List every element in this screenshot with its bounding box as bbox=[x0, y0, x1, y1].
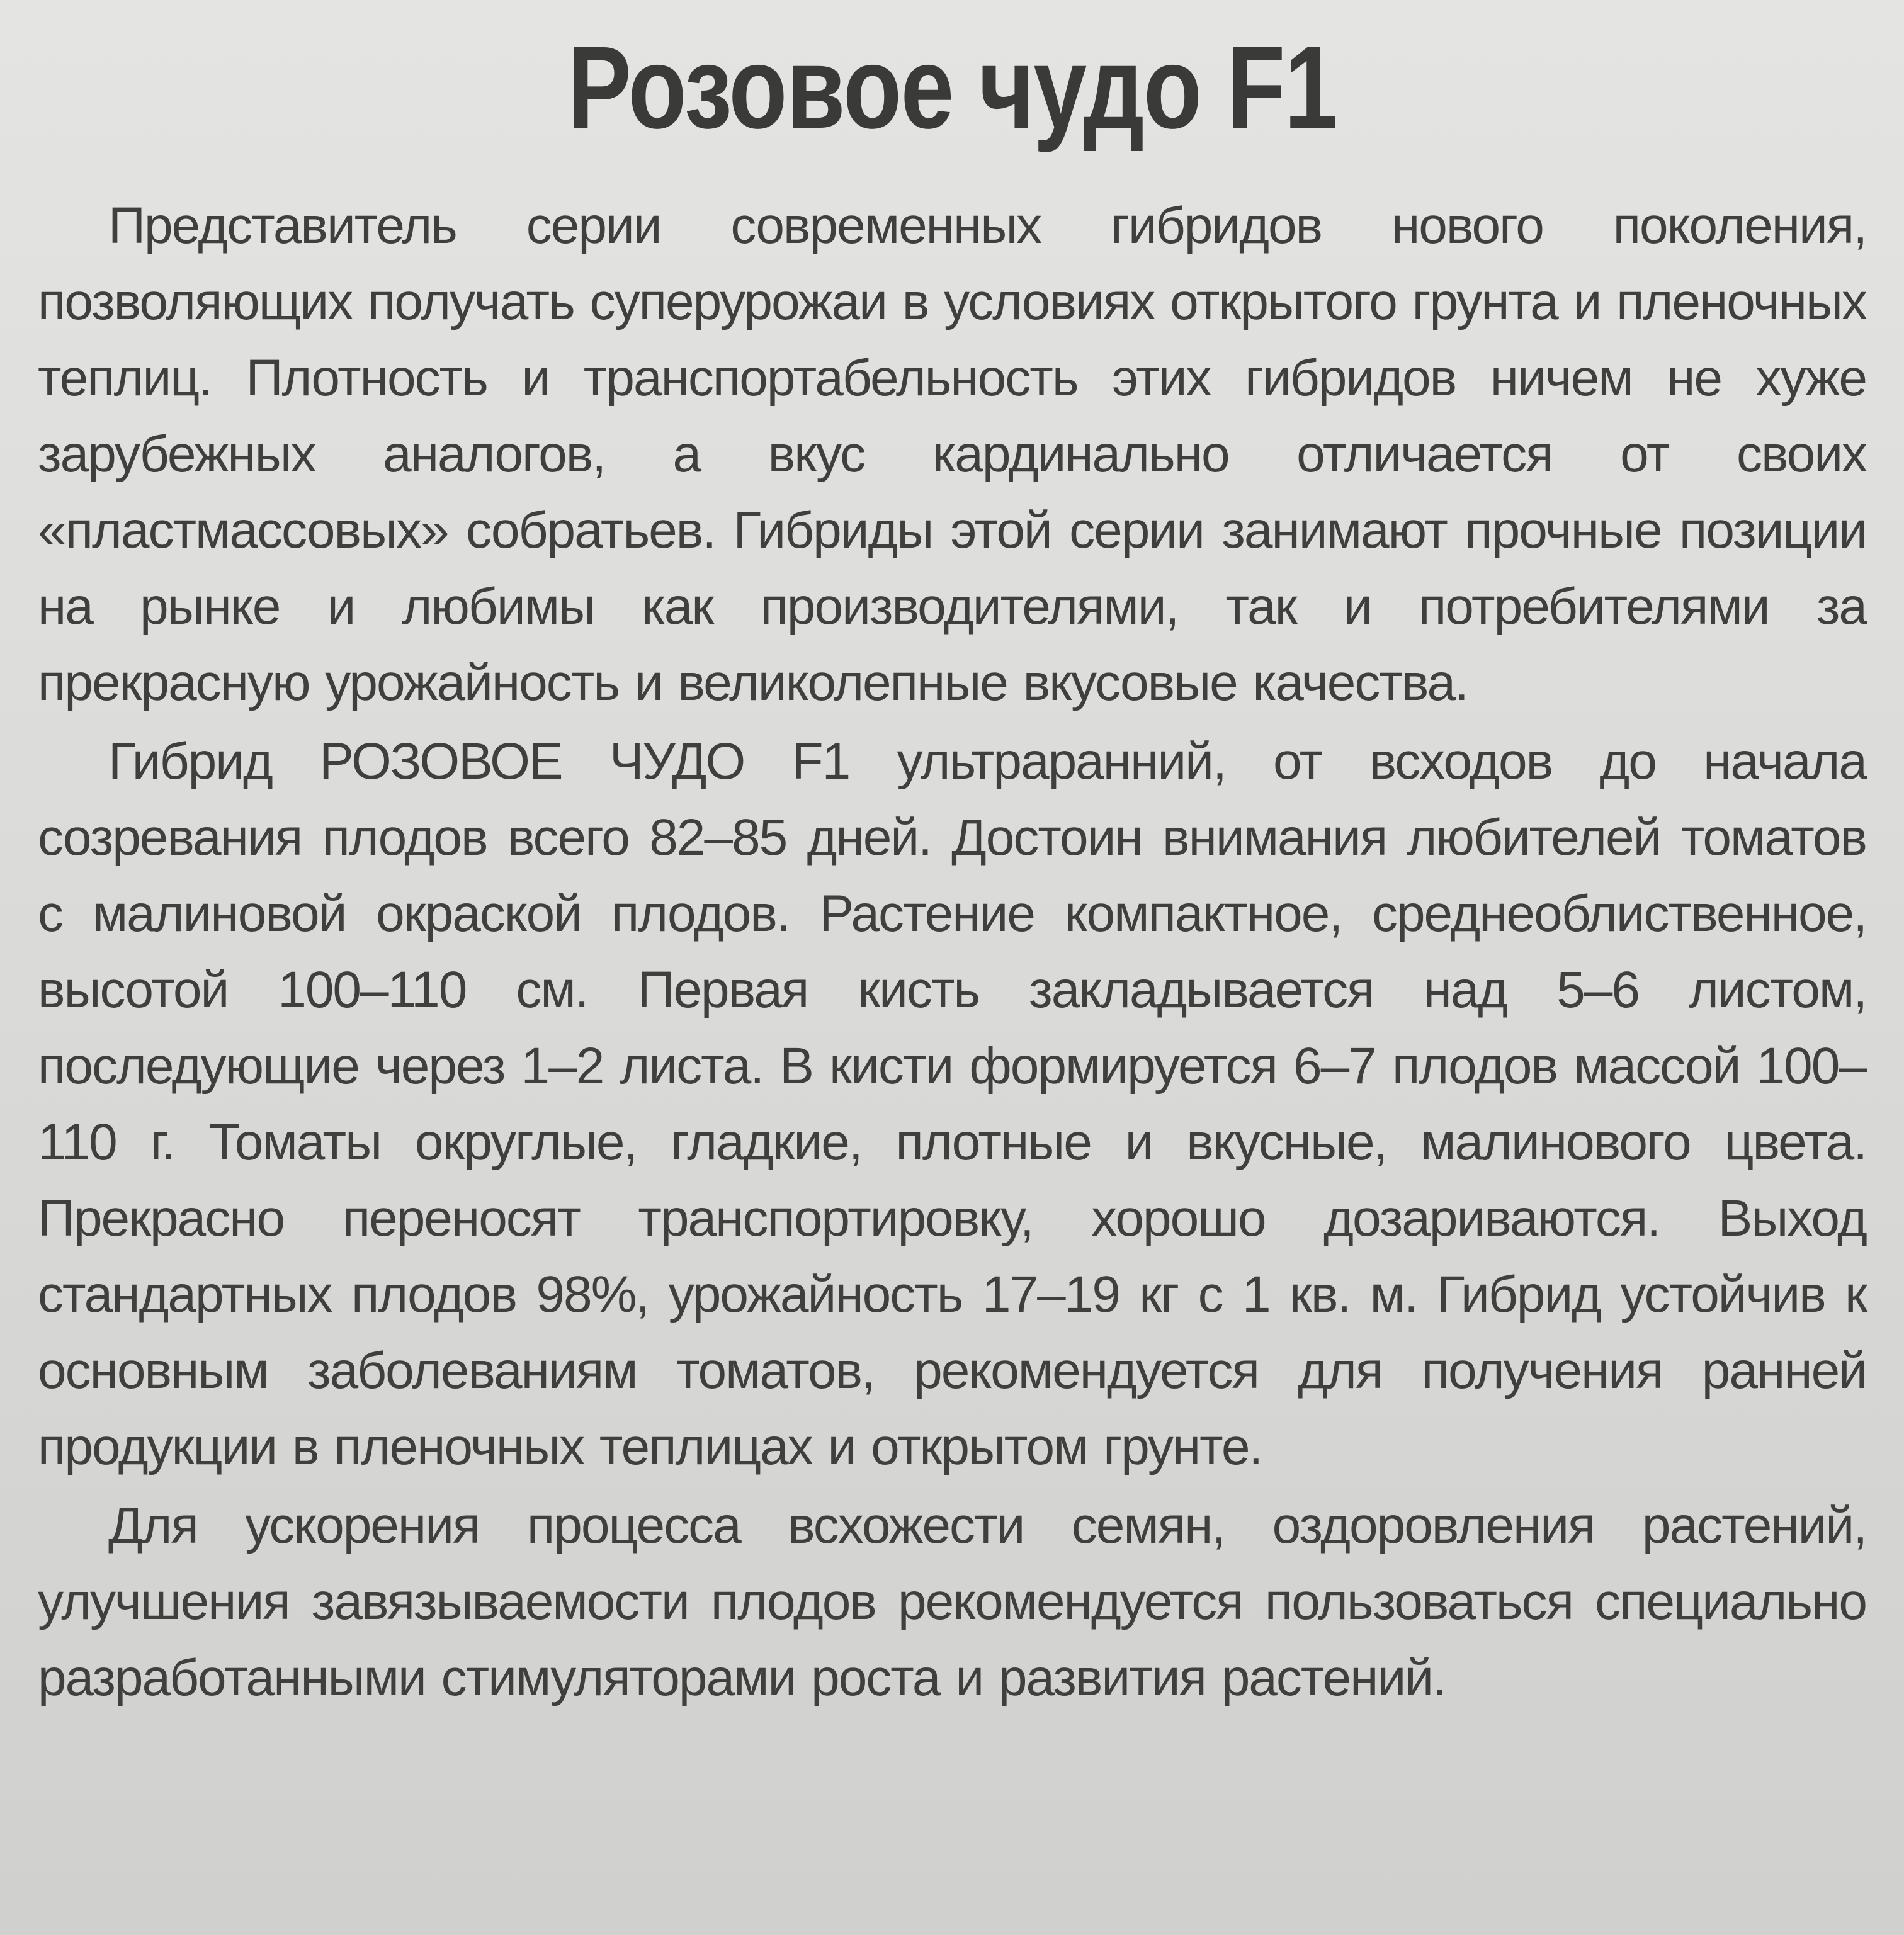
paragraph-recommendation: Для ускорения процесса всхожести семян, оздоровления растений, улучшения завязываемости плодов рекомендуется пользоваться специально разработанными стимуляторами роста и развития растений. bbox=[38, 1497, 1866, 1707]
paragraph-description: Гибрид РОЗОВОЕ ЧУДО F1 ультраранний, от всходов до начала созревания плодов всего 82–85 дней. Достоин внимания любителей томатов с малиновой окраской плодов. Растение компактное, среднеоблиственное, высотой 100–110 см. Первая кисть закладывается над 5–6 листом, последующие через 1–2 листа. В кисти формируется 6–7 плодов массой 100–110 г. Томаты округлые, гладкие, плотные и вкусные, малинового цвета. Прекрасно переносят транспортировку, хорошо дозариваются. Выход стандартных плодов 98%, урожайность 17–19 кг с 1 кв. м. Гибрид устойчив к основным заболеваниям томатов, рекомендуется для получения ранней продукции в пленочных теплицах и открытом грунте. bbox=[38, 733, 1866, 1475]
document-title: Розовое чудо F1 bbox=[567, 23, 1337, 153]
paragraph-intro: Представитель серии современных гибридов нового поколения, позволяющих получать суперурожаи в условиях открытого грунта и пленочных теплиц. Плотность и транспортабельность этих гибридов ничем не хуже зарубежных аналогов, а вкус кардинально отличается от своих «пластмассовых» собратьев. Гибриды этой серии занимают прочные позиции на рынке и любимы как производителями, так и потребителями за прекрасную урожайность и великолепные вкусовые качества. bbox=[38, 197, 1866, 711]
